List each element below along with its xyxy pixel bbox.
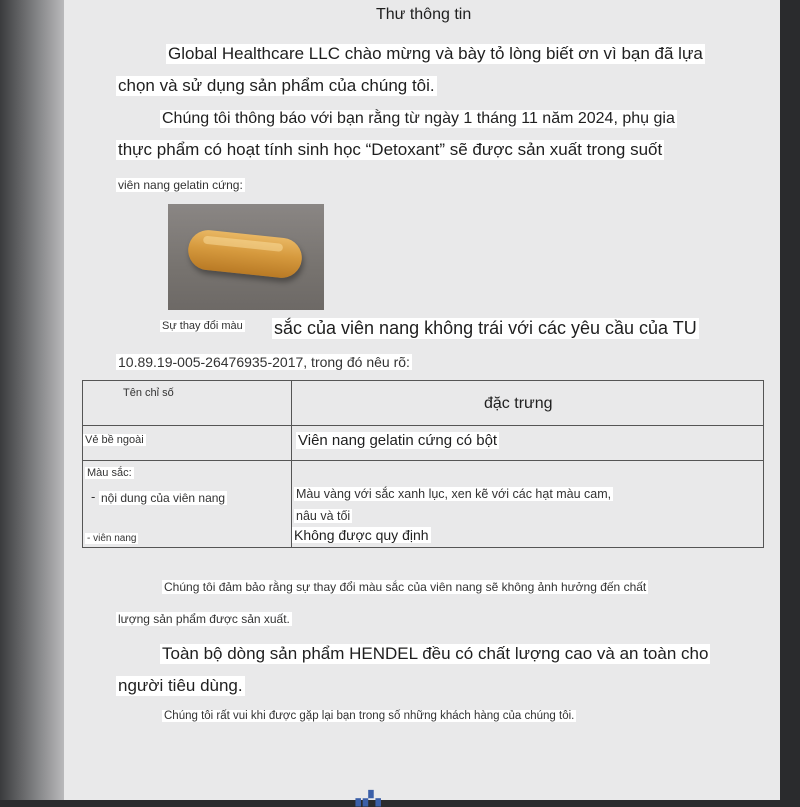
bullet-dash: - xyxy=(91,489,96,504)
table-header-name: Tên chỉ số xyxy=(123,387,174,399)
table-header-name-cell xyxy=(83,381,292,426)
table-header-feature: đặc trưng xyxy=(484,395,553,412)
capsule-photo xyxy=(168,204,324,310)
quality-line-2: người tiêu dùng. xyxy=(118,676,243,695)
change-line-2: 10.89.19-005-26476935-2017, trong đó nêu rõ: xyxy=(118,354,410,370)
capsule-image xyxy=(186,228,304,280)
table-row-appearance-name-cell xyxy=(83,426,292,461)
notice-line-2: thực phẩm có hoạt tính sinh học “Detoxant” sẽ được sản xuất trong suốt xyxy=(118,140,663,159)
intro-line-2: chọn và sử dụng sản phẩm của chúng tôi. xyxy=(118,76,435,95)
contents-color-value-line-2: nâu và tối xyxy=(296,509,351,523)
contents-label: nội dung của viên nang xyxy=(101,491,226,505)
change-caption: Sự thay đổi màu xyxy=(162,320,243,332)
contents-color-value-line-1: Màu vàng với sắc xanh lục, xen kẽ với các hạt màu cam, xyxy=(296,487,612,501)
assurance-line-2: lượng sản phẩm được sản xuất. xyxy=(118,612,290,626)
capsule-caption: viên nang gelatin cứng: xyxy=(118,178,243,192)
table-row xyxy=(83,426,764,461)
color-label: Màu sắc: xyxy=(87,467,132,479)
table-row-appearance-value-cell xyxy=(292,426,764,461)
appearance-value: Viên nang gelatin cứng có bột xyxy=(298,432,498,449)
table-row-color-name-cell xyxy=(83,461,292,548)
appearance-label: Vẻ bề ngoài xyxy=(85,434,144,446)
assurance-line-1: Chúng tôi đảm bảo rằng sự thay đổi màu sắc của viên nang sẽ không ảnh hưởng đến chất xyxy=(164,580,647,594)
table-header-feature-cell xyxy=(292,381,764,426)
scan-edge xyxy=(0,0,64,800)
change-line-1: sắc của viên nang không trái với các yêu cầu của TU xyxy=(274,318,697,338)
table-header-row xyxy=(83,381,764,426)
thanks-line: Chúng tôi rất vui khi được gặp lại bạn trong số những khách hàng của chúng tôi. xyxy=(164,710,575,722)
intro-line-1: Global Healthcare LLC chào mừng và bày tỏ lòng biết ơn vì bạn đã lựa xyxy=(168,44,703,63)
table-row-color-value-cell xyxy=(292,461,764,548)
company-logo-fragment: ▗▞▖ xyxy=(350,790,389,806)
letter-title: Thư thông tin xyxy=(376,6,472,23)
table-row xyxy=(83,461,764,548)
capsule-shell-label: - viên nang xyxy=(87,533,137,544)
spec-table xyxy=(82,380,764,548)
quality-line-1: Toàn bộ dòng sản phẩm HENDEL đều có chất lượng cao và an toàn cho xyxy=(162,644,709,663)
shell-color-value: Không được quy định xyxy=(294,527,429,543)
notice-line-1: Chúng tôi thông báo với bạn rằng từ ngày 1 tháng 11 năm 2024, phụ gia xyxy=(162,110,675,127)
